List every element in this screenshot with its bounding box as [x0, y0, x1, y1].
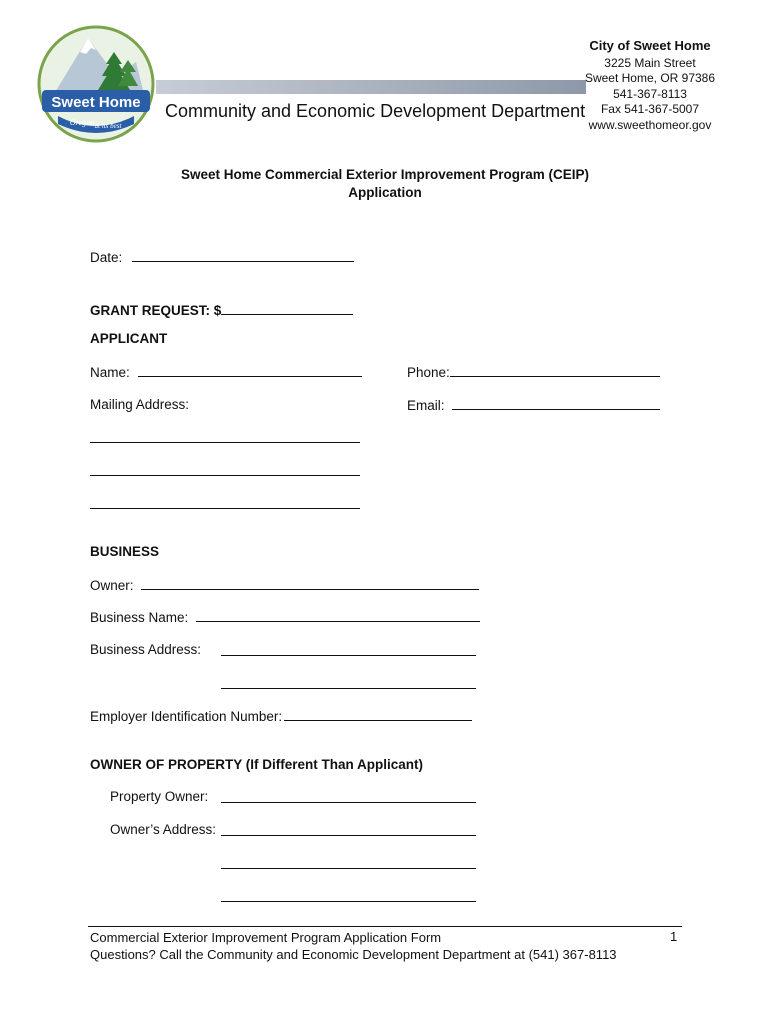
fax-number: Fax 541-367-5007	[600, 102, 700, 116]
owner-address-label: Owner’s Address:	[110, 822, 217, 837]
form-title-line1: Sweet Home Commercial Exterior Improvement Program (CEIP)	[180, 167, 590, 182]
property-owner-label: Property Owner:	[110, 789, 209, 804]
ein-row	[90, 708, 472, 724]
business-name-label: Business Name:	[90, 610, 189, 625]
date-field[interactable]	[132, 249, 354, 262]
business-owner-field[interactable]	[141, 577, 479, 590]
ein-field[interactable]	[284, 708, 472, 721]
page-number: 1	[670, 929, 678, 944]
business-heading: BUSINESS	[90, 544, 160, 559]
grant-label: GRANT REQUEST: $	[90, 303, 222, 318]
ein-label: Employer Identification Number:	[90, 709, 283, 724]
applicant-heading: APPLICANT	[90, 331, 168, 346]
city-name: City of Sweet Home	[589, 38, 711, 53]
footer-divider	[88, 926, 682, 927]
mailing-address-label: Mailing Address:	[90, 397, 190, 412]
owner-address-line-3[interactable]	[221, 889, 476, 902]
grant-row	[90, 302, 353, 318]
applicant-name-field[interactable]	[138, 364, 362, 377]
business-address-line-1[interactable]	[221, 643, 476, 656]
street-address: 3225 Main Street	[604, 55, 696, 70]
applicant-phone-row	[407, 364, 660, 380]
mailing-address-line-1[interactable]	[90, 430, 360, 443]
footer-questions: Questions? Call the Community and Economic Development Department at (541) 367-8113	[90, 947, 617, 962]
date-row	[90, 249, 354, 265]
header-bar	[156, 80, 586, 94]
svg-text:Oregon: Oregon	[69, 118, 95, 127]
city-state-zip: Sweet Home, OR 97386	[584, 71, 716, 85]
phone-number: 541-367-8113	[613, 86, 687, 101]
owner-address-line-1[interactable]	[221, 823, 476, 836]
applicant-email-row	[407, 397, 660, 413]
footer-form-name: Commercial Exterior Improvement Program Application Form	[90, 930, 442, 945]
mailing-address-line-2[interactable]	[90, 463, 360, 476]
applicant-email-label: Email:	[407, 398, 445, 413]
property-owner-field[interactable]	[221, 790, 476, 803]
mailing-address-line-3[interactable]	[90, 496, 360, 509]
applicant-name-row	[90, 364, 362, 380]
logo-text: Sweet Home	[51, 94, 141, 111]
applicant-phone-field[interactable]	[450, 364, 660, 377]
city-address-block	[570, 38, 730, 133]
property-heading: OWNER OF PROPERTY (If Different Than Applicant)	[90, 757, 424, 772]
department-name: Community and Economic Development Department	[165, 101, 586, 121]
applicant-phone-label: Phone:	[407, 365, 450, 380]
city-logo	[36, 24, 156, 144]
applicant-name-label: Name:	[90, 365, 130, 380]
footer	[90, 929, 617, 963]
website: www.sweethomeor.gov	[588, 117, 712, 132]
business-owner-label: Owner:	[90, 578, 134, 593]
applicant-email-field[interactable]	[452, 397, 660, 410]
date-label: Date:	[90, 250, 123, 265]
business-owner-row	[90, 577, 479, 593]
business-name-field[interactable]	[196, 609, 480, 622]
business-address-line-2[interactable]	[221, 676, 476, 689]
grant-amount-field[interactable]	[221, 302, 353, 315]
form-title	[0, 166, 770, 202]
owner-address-line-2[interactable]	[221, 856, 476, 869]
business-name-row	[90, 609, 480, 625]
form-title-line2: Application	[348, 185, 422, 200]
svg-text:at its best: at its best	[94, 122, 122, 130]
business-address-label: Business Address:	[90, 642, 202, 657]
